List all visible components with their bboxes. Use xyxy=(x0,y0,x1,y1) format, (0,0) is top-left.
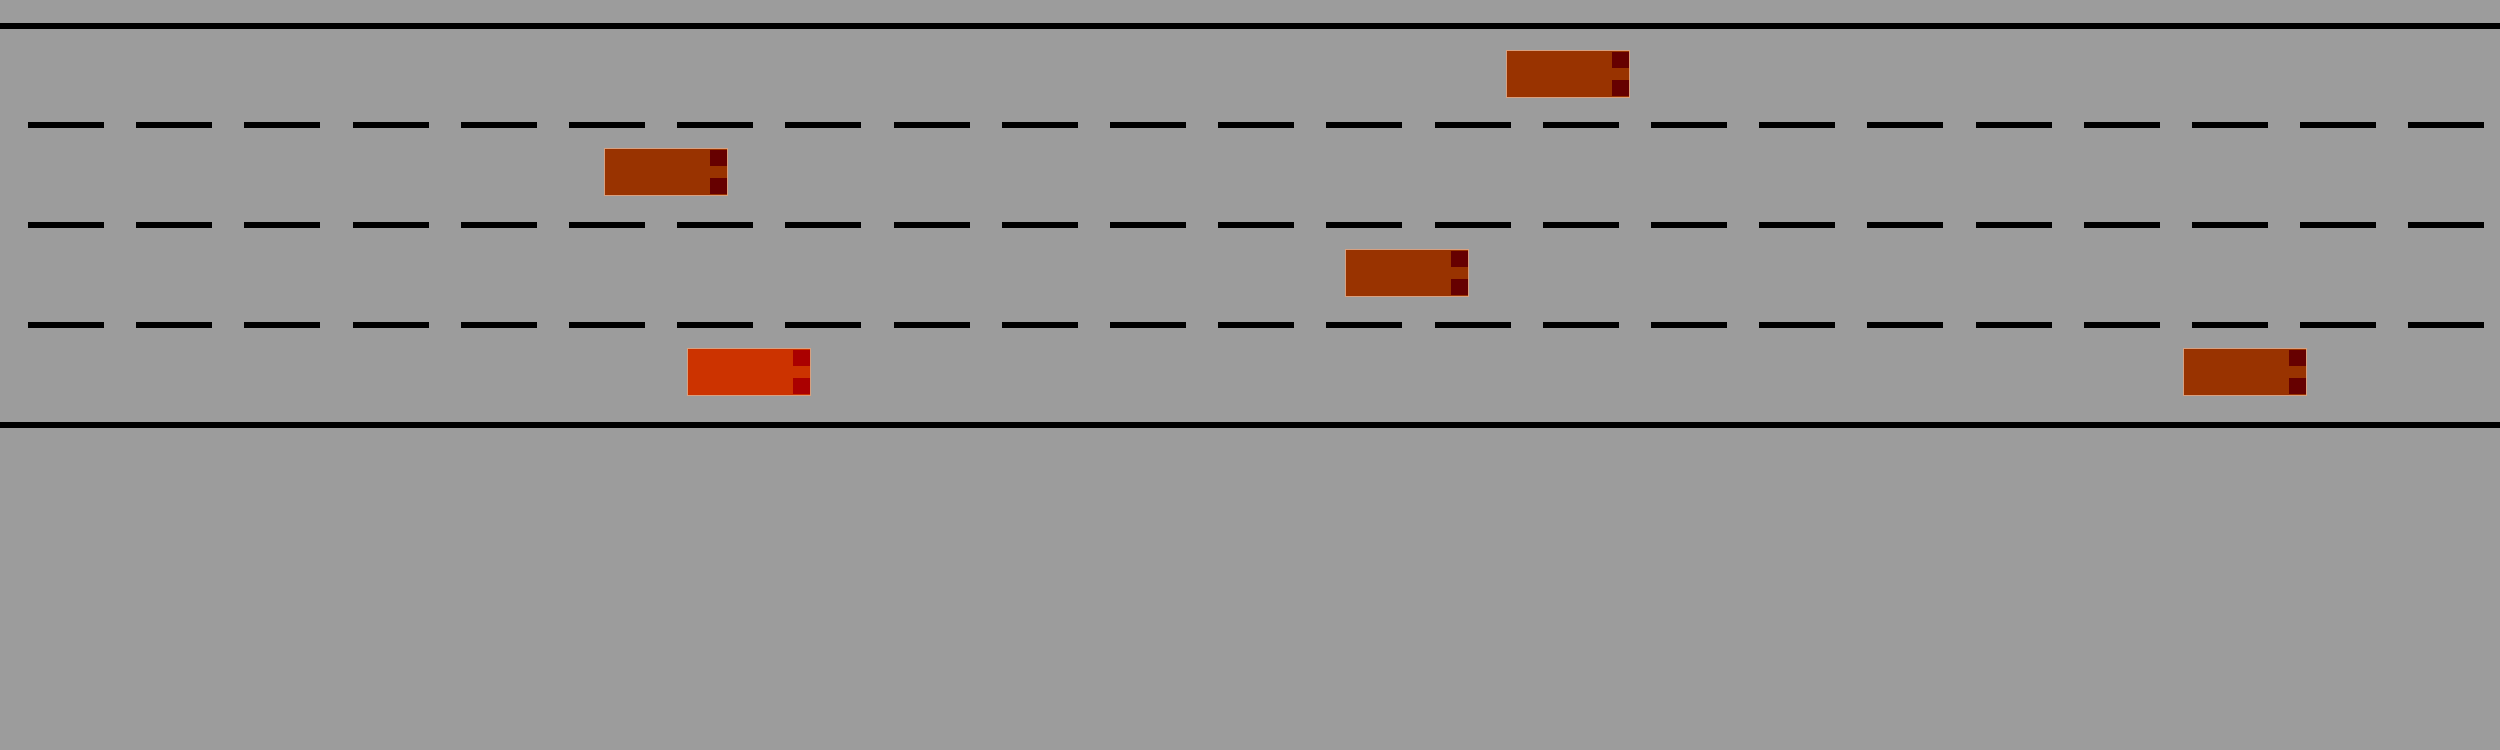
lane-dash xyxy=(1651,322,1727,328)
lane-dash xyxy=(1867,122,1943,128)
lane-dash xyxy=(461,222,537,228)
lane-dash xyxy=(1218,122,1294,128)
lane-dash xyxy=(894,322,970,328)
lane-dash xyxy=(136,122,212,128)
lane-dash xyxy=(1002,222,1078,228)
tail-light xyxy=(1451,279,1468,295)
lane-dash xyxy=(1543,122,1619,128)
lane-dash xyxy=(1759,122,1835,128)
lane-dash xyxy=(461,322,537,328)
lane-dash xyxy=(1435,122,1511,128)
lane-dash xyxy=(1218,322,1294,328)
lane-dash xyxy=(136,322,212,328)
lane-dash xyxy=(2192,322,2268,328)
tail-light xyxy=(793,350,810,366)
lane-dash xyxy=(2084,222,2160,228)
lane-dash xyxy=(677,222,753,228)
lane-dash xyxy=(28,222,104,228)
lane-dash xyxy=(2300,222,2376,228)
lane-dash xyxy=(2084,322,2160,328)
lane-dash xyxy=(2408,222,2484,228)
lane-dash xyxy=(2408,122,2484,128)
lane-dash xyxy=(785,222,861,228)
lane-dash xyxy=(785,322,861,328)
lane-dash xyxy=(244,122,320,128)
lane-dash xyxy=(894,222,970,228)
lane-dash xyxy=(2408,322,2484,328)
vehicle-other-lane-3 xyxy=(1345,249,1469,297)
lane-dash xyxy=(2300,122,2376,128)
lane-dash xyxy=(1543,322,1619,328)
tail-light xyxy=(1612,52,1629,68)
road-edge-bottom xyxy=(0,422,2500,428)
lane-dash xyxy=(677,122,753,128)
tail-light xyxy=(1451,251,1468,267)
lane-dash xyxy=(136,222,212,228)
lane-dash xyxy=(2300,322,2376,328)
vehicle-ego xyxy=(687,348,811,396)
lane-dash xyxy=(28,122,104,128)
lane-dash xyxy=(1326,322,1402,328)
tail-light xyxy=(2289,350,2306,366)
lane-dash xyxy=(2084,122,2160,128)
tail-light xyxy=(710,178,727,194)
lane-divider-2 xyxy=(0,222,2500,228)
vehicle-other-lane-4 xyxy=(2183,348,2307,396)
road-edge-top xyxy=(0,23,2500,29)
tail-light xyxy=(1612,80,1629,96)
lane-dash xyxy=(2192,122,2268,128)
vehicle-other-lane-1 xyxy=(1506,50,1630,98)
lane-dash xyxy=(1976,322,2052,328)
lane-dash xyxy=(1651,222,1727,228)
lane-dash xyxy=(1867,322,1943,328)
lane-dash xyxy=(353,222,429,228)
lane-dash xyxy=(353,322,429,328)
lane-dash xyxy=(1435,222,1511,228)
tail-light xyxy=(2289,378,2306,394)
lane-dash xyxy=(1435,322,1511,328)
lane-dash xyxy=(1326,122,1402,128)
lane-dash xyxy=(569,222,645,228)
lane-dash xyxy=(244,322,320,328)
lane-dash xyxy=(1976,122,2052,128)
lane-dash xyxy=(244,222,320,228)
tail-light xyxy=(710,150,727,166)
lane-dash xyxy=(569,122,645,128)
lane-dash xyxy=(353,122,429,128)
lane-dash xyxy=(1759,322,1835,328)
lane-dash xyxy=(677,322,753,328)
lane-divider-3 xyxy=(0,322,2500,328)
lane-divider-1 xyxy=(0,122,2500,128)
tail-light xyxy=(793,378,810,394)
lane-dash xyxy=(1218,222,1294,228)
lane-dash xyxy=(569,322,645,328)
lane-dash xyxy=(1759,222,1835,228)
lane-dash xyxy=(1543,222,1619,228)
lane-dash xyxy=(785,122,861,128)
lane-dash xyxy=(28,322,104,328)
lane-dash xyxy=(1002,322,1078,328)
lane-dash xyxy=(1110,122,1186,128)
lane-dash xyxy=(1002,122,1078,128)
lane-dash xyxy=(1110,322,1186,328)
lane-dash xyxy=(894,122,970,128)
lane-dash xyxy=(1326,222,1402,228)
lane-dash xyxy=(2192,222,2268,228)
lane-dash xyxy=(461,122,537,128)
vehicle-other-lane-2 xyxy=(604,148,728,196)
lane-dash xyxy=(1976,222,2052,228)
lane-dash xyxy=(1867,222,1943,228)
lane-dash xyxy=(1651,122,1727,128)
lane-dash xyxy=(1110,222,1186,228)
